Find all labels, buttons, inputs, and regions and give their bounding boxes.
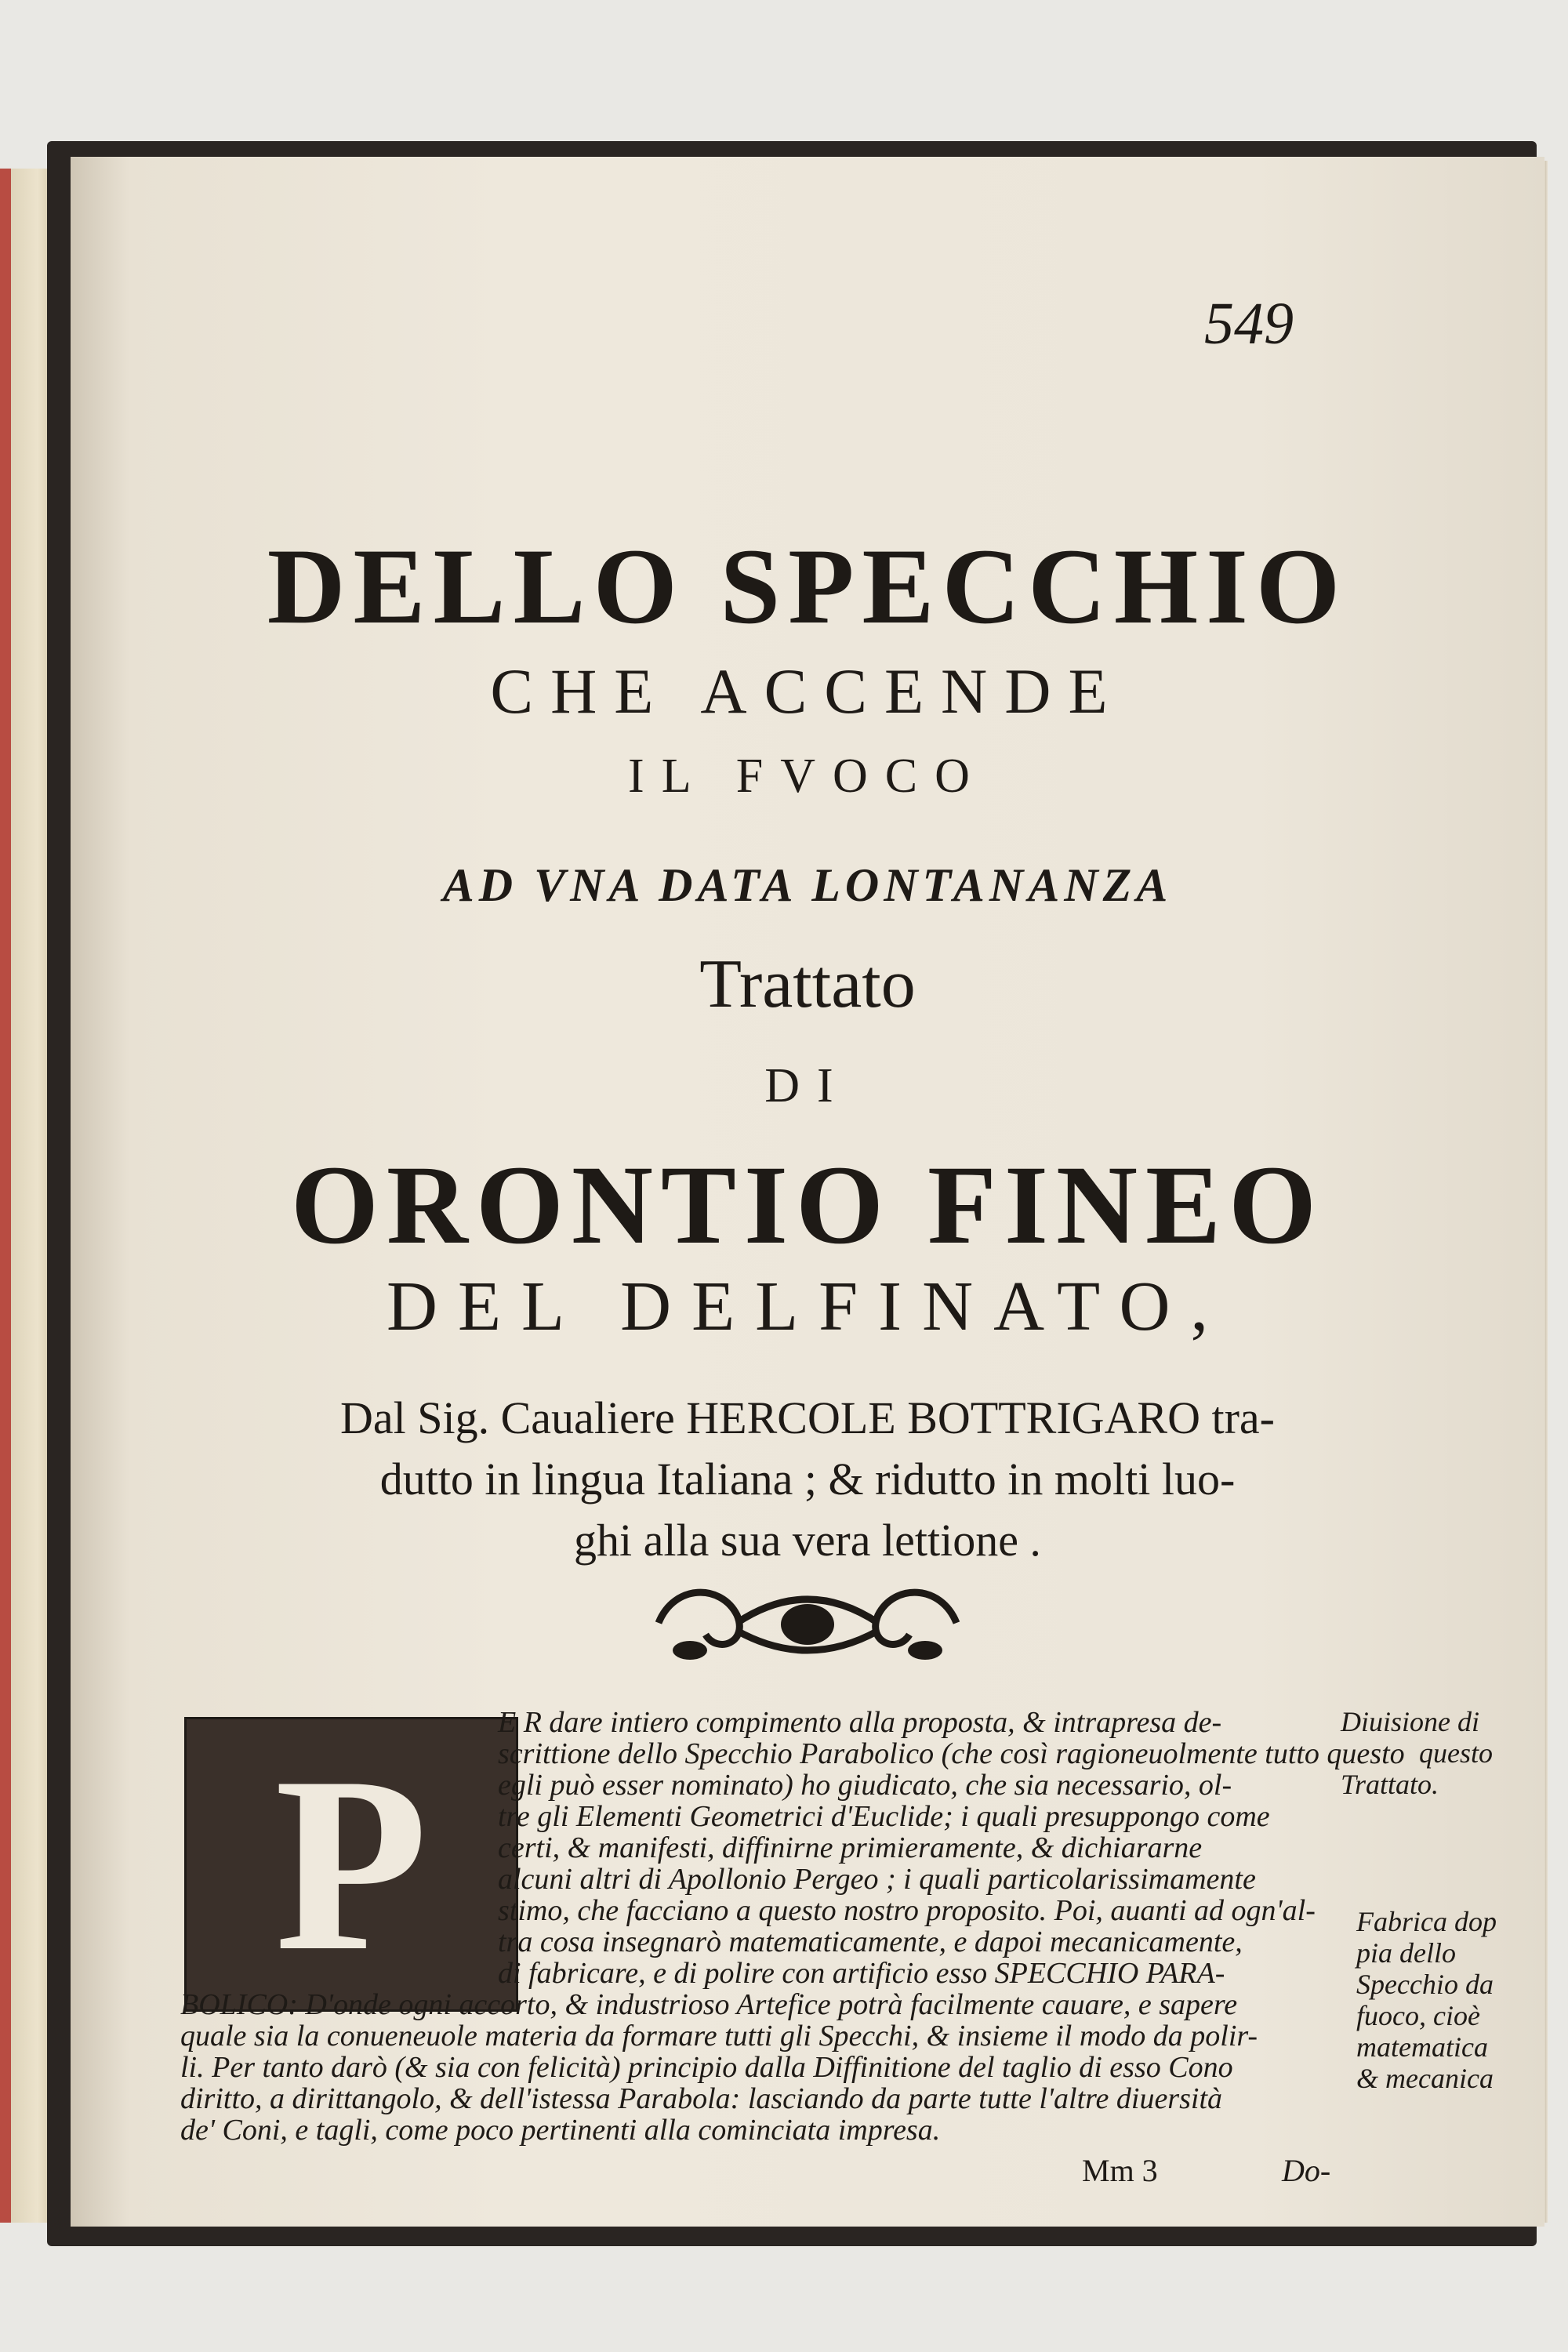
- body-line: certi, & manifesti, diffinirne primieramente, & dichiararne: [498, 1831, 1203, 1864]
- trattato-label: Trattato: [699, 946, 916, 1022]
- body-line: diritto, a dirittangolo, & dell'istessa Parabola: lasciando da parte tutte l'altre diuersità: [180, 2082, 1222, 2115]
- translator-line: ghi alla sua vera lettione .: [574, 1515, 1041, 1566]
- marginal-note: matematica: [1356, 2031, 1488, 2063]
- body-line: stimo, che facciano a questo nostro proposito. Poi, auanti ad ogn'al-: [498, 1894, 1316, 1927]
- body-text: [71, 1705, 1544, 2176]
- body-line: E R dare intiero compimento alla proposta, & intrapresa de-: [498, 1706, 1222, 1739]
- marginal-note: Fabrica dop: [1356, 1906, 1497, 1937]
- book-page: [71, 157, 1544, 2227]
- body-line: li. Per tanto darò (& sia con felicità) principio dalla Diffinitione del taglio di esso Cono: [180, 2051, 1233, 2084]
- marginal-note: questo: [1419, 1737, 1493, 1769]
- scroll-ornament-icon: [643, 1576, 972, 1670]
- title-line-3: IL FVOCO: [628, 750, 987, 803]
- catchword: Do-: [1282, 2153, 1331, 2188]
- author-name: ORONTIO FINEO: [290, 1143, 1325, 1268]
- title-line-1: DELLO SPECCHIO: [267, 526, 1348, 646]
- di-label: DI: [764, 1059, 851, 1112]
- body-line: egli può esser nominato) ho giudicato, che sia necessario, ol-: [498, 1769, 1232, 1802]
- marginal-note: Trattato.: [1341, 1769, 1439, 1800]
- body-line: de' Coni, e tagli, come poco pertinenti alla cominciata impresa.: [180, 2114, 941, 2147]
- body-line: tra cosa insegnarò matematicamente, e dapoi mecanicamente,: [498, 1926, 1243, 1958]
- red-page-edge: [0, 169, 11, 2223]
- marginal-note: Specchio da: [1356, 1969, 1494, 2000]
- body-line: BOLICO: D'onde ogni accorto, & industrioso Artefice potrà facilmente cauare, e sapere: [180, 1988, 1238, 2021]
- drop-cap-letter: P: [274, 1726, 428, 2003]
- marginal-note: fuoco, cioè: [1356, 2000, 1480, 2031]
- body-line: di fabricare, e di polire con artificio esso SPECCHIO PARA-: [498, 1957, 1225, 1990]
- page-number: 549: [1204, 291, 1294, 357]
- body-line: scrittione dello Specchio Parabolico (che così ragioneuolmente tutto questo: [498, 1737, 1405, 1770]
- translator-line: dutto in lingua Italiana ; & ridutto in molti luo-: [379, 1454, 1236, 1504]
- translator-credit: [71, 1388, 1544, 1571]
- title-line-2: CHE ACCENDE: [490, 655, 1125, 727]
- marginal-note: Diuisione di: [1341, 1706, 1479, 1737]
- title-line-4: AD VNA DATA LONTANANZA: [442, 859, 1173, 911]
- signature-mark: Mm 3: [1082, 2153, 1158, 2188]
- marginal-note: pia dello: [1356, 1937, 1456, 1969]
- body-line: quale sia la conueneuole materia da formare tutti gli Specchi, & insieme il modo da polir-: [180, 2020, 1258, 2053]
- body-line: alcuni altri di Apollonio Pergeo ; i quali particolarissimamente: [498, 1863, 1256, 1896]
- marginal-note: & mecanica: [1356, 2063, 1494, 2094]
- author-origin: DEL DELFINATO,: [387, 1268, 1229, 1345]
- translator-line: Dal Sig. Caualiere HERCOLE BOTTRIGARO tra-: [339, 1392, 1275, 1443]
- body-line: tre gli Elementi Geometrici d'Euclide; i quali presuppongo come: [498, 1800, 1270, 1833]
